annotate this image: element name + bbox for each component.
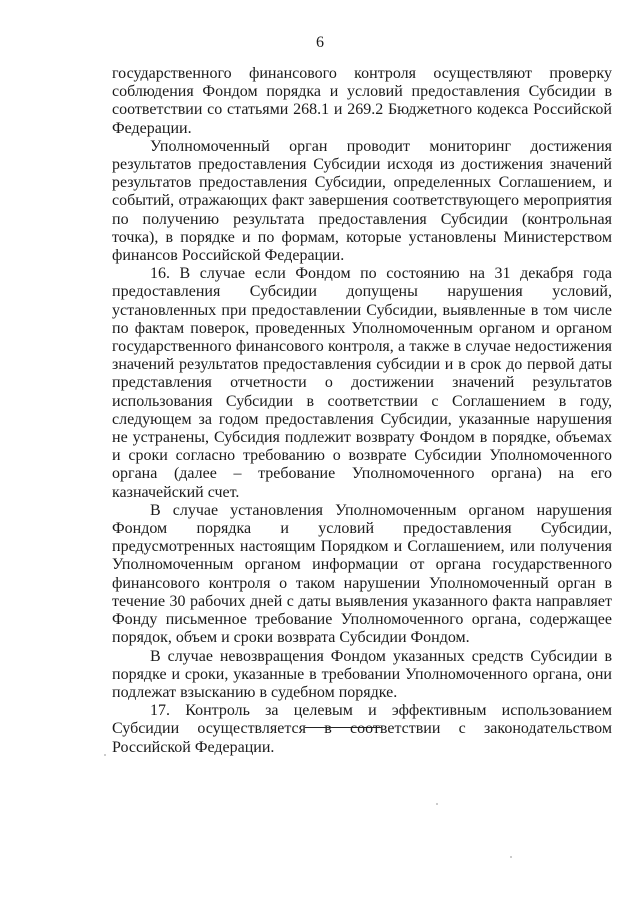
document-body	[112, 65, 612, 757]
paragraph-non-return: В случае невозвращения Фондом указанных средств Субсидии в порядке и сроки, указанные в требовании Уполномоченного органа, они подлежат взысканию в судебном порядке.	[112, 647, 612, 701]
paragraph-violation-requirement: В случае установления Уполномоченным органом нарушения Фондом порядка и условий предоставления Субсидии, предусмотренных настоящим Порядком и Соглашением, или получения Уполномоченным органом информации от органа государственного финансового контроля о таком нарушении Уполномоченный орган в течение 30 рабочих дней с даты выявления указанного факта направляет Фонду письменное требование Уполномоченного органа, содержащее порядок, объем и сроки возврата Субсидии Фондом.	[112, 501, 612, 647]
page-number: 6	[316, 34, 324, 51]
scan-speck	[436, 803, 438, 805]
paragraph-continuation: государственного финансового контроля осуществляют проверку соблюдения Фондом порядка и условий предоставления Субсидии в соответствии со статьями 268.1 и 269.2 Бюджетного кодекса Российской Федерации.	[112, 65, 612, 137]
paragraph-item-17: 17. Контроль за целевым и эффективным использованием Субсидии осуществляется в соответствии с законодательством Российской Федерации.	[112, 702, 612, 756]
scan-speck	[510, 856, 512, 858]
scan-speck	[104, 754, 106, 756]
end-divider-line	[305, 727, 381, 728]
paragraph-monitoring: Уполномоченный орган проводит мониторинг достижения результатов предоставления Субсидии исходя из достижения значений результатов предоставления Субсидии, определенных Соглашением, и событий, отражающих факт завершения соответствующего мероприятия по получению результата предоставления Субсидии (контрольная точка), в порядке и по формам, которые установлены Министерством финансов Российской Федерации.	[112, 137, 612, 265]
paragraph-item-16: 16. В случае если Фондом по состоянию на 31 декабря года предоставления Субсидии допущены нарушения условий, установленных при предоставлении Субсидии, выявленные в том числе по фактам поверок, проведенных Уполномоченным органом и органом государственного финансового контроля, а также в случае недостижения значений результатов предоставления субсидии и в срок до первой даты представления отчетности о достижении значений результатов использования Субсидии в соответствии с Соглашением в году, следующем за годом предоставления Субсидии, указанные нарушения не устранены, Субсидия подлежит возврату Фондом в порядке, объемах и сроки согласно требованию о возврате Субсидии Уполномоченного органа (далее – требование Уполномоченного органа) на его казначейский счет.	[112, 265, 612, 501]
